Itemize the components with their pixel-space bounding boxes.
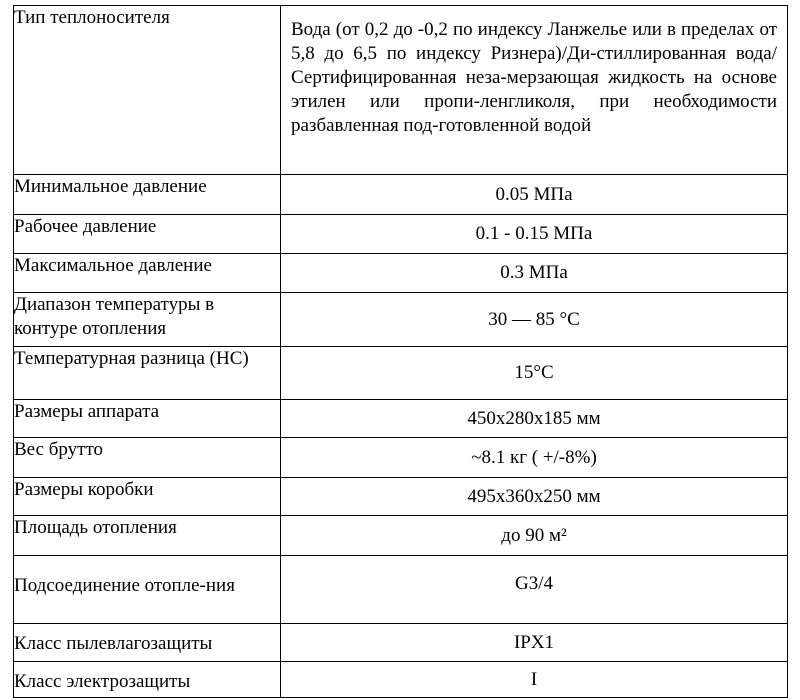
spec-table bbox=[13, 5, 788, 698]
row-label: Класс пылевлагозащиты bbox=[14, 624, 281, 662]
row-label: Минимальное давление bbox=[14, 175, 281, 215]
table-row bbox=[14, 400, 788, 438]
table-row bbox=[14, 438, 788, 478]
row-value: 0.1 - 0.15 МПа bbox=[281, 215, 788, 254]
row-value: Вода (от 0,2 до -0,2 по индексу Ланжелье или в пределах от 5,8 до 6,5 по индексу Ризнера)/Ди-стиллированная вода/ Сертифицированная неза-мерзающая жидкость на основе этилен или пропи-ленгликоля, при необходимости разбавленная под-готовленной водой bbox=[281, 6, 788, 175]
row-label: Размеры коробки bbox=[14, 478, 281, 516]
row-value: IPX1 bbox=[281, 624, 788, 662]
row-label: Размеры аппарата bbox=[14, 400, 281, 438]
row-value: I bbox=[281, 662, 788, 698]
row-value: 495x360x250 мм bbox=[281, 478, 788, 516]
row-label: Температурная разница (HC) bbox=[14, 347, 281, 400]
row-label: Вес брутто bbox=[14, 438, 281, 478]
table-row bbox=[14, 516, 788, 556]
row-value: до 90 м² bbox=[281, 516, 788, 556]
row-label: Класс электрозащиты bbox=[14, 662, 281, 698]
row-value: 0.3 МПа bbox=[281, 254, 788, 293]
table-row bbox=[14, 254, 788, 293]
row-value: ~8.1 кг ( +/-8%) bbox=[281, 438, 788, 478]
table-row bbox=[14, 6, 788, 175]
row-label: Подсоединение отопле-ния bbox=[14, 556, 281, 624]
row-value: 30 — 85 °C bbox=[281, 293, 788, 347]
row-label: Площадь отопления bbox=[14, 516, 281, 556]
row-value: 15°C bbox=[281, 347, 788, 400]
table-row bbox=[14, 293, 788, 347]
table-row bbox=[14, 347, 788, 400]
row-label: Максимальное давление bbox=[14, 254, 281, 293]
table-row bbox=[14, 624, 788, 662]
row-value: 450x280x185 мм bbox=[281, 400, 788, 438]
row-label: Рабочее давление bbox=[14, 215, 281, 254]
row-label: Диапазон температуры в контуре отопления bbox=[14, 293, 281, 347]
row-value: 0.05 МПа bbox=[281, 175, 788, 215]
table-row bbox=[14, 556, 788, 624]
row-value: G3/4 bbox=[281, 556, 788, 624]
table-row bbox=[14, 215, 788, 254]
table-row bbox=[14, 175, 788, 215]
table-row bbox=[14, 662, 788, 698]
table-row bbox=[14, 478, 788, 516]
row-label: Тип теплоносителя bbox=[14, 6, 281, 175]
